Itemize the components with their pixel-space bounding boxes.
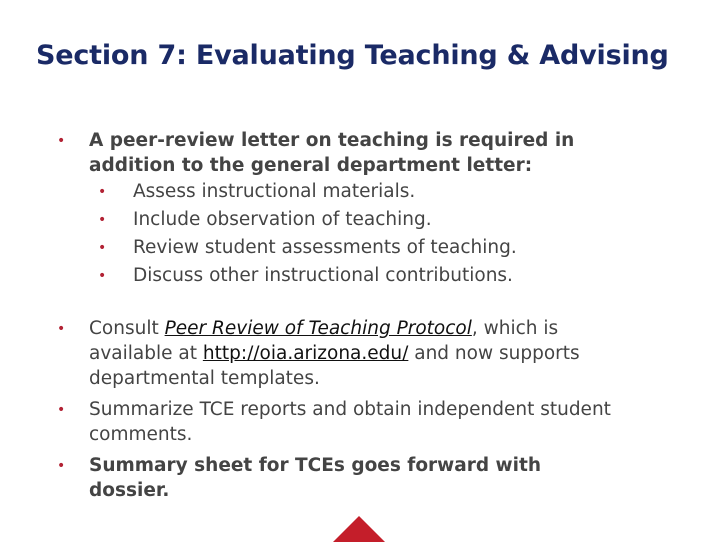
page-title: Section 7: Evaluating Teaching & Advising bbox=[36, 40, 669, 71]
bullet-line: comments. bbox=[89, 424, 193, 445]
bullet-line: Summarize TCE reports and obtain independent student bbox=[89, 399, 611, 420]
bullet-marker: • bbox=[57, 321, 66, 337]
sub-item-text: Include observation of teaching. bbox=[133, 209, 432, 230]
sub-item-text: Assess instructional materials. bbox=[133, 181, 416, 202]
sub-item-text: Discuss other instructional contributions. bbox=[133, 265, 513, 286]
bullet-marker: • bbox=[98, 240, 107, 256]
bullet-line: departmental templates. bbox=[89, 368, 320, 389]
bullet-marker: • bbox=[98, 212, 107, 228]
bullet-line: addition to the general department letter: bbox=[89, 155, 533, 176]
bullet-marker: • bbox=[57, 458, 66, 474]
bullet-line: Summary sheet for TCEs goes forward with bbox=[89, 455, 541, 476]
bullet-line: dossier. bbox=[89, 480, 170, 501]
bullet-text: , which is bbox=[471, 318, 559, 339]
peer-review-protocol-link[interactable]: Peer Review of Teaching Protocol bbox=[164, 318, 472, 339]
bullet-text: and now supports bbox=[408, 343, 580, 364]
bullet-line: A peer-review letter on teaching is required in bbox=[89, 130, 575, 151]
bullet-marker: • bbox=[98, 268, 107, 284]
bullet-marker: • bbox=[57, 402, 66, 418]
bullet-text: available at bbox=[89, 343, 203, 364]
oia-website-link[interactable]: http://oia.arizona.edu/ bbox=[202, 343, 409, 364]
bullet-marker: • bbox=[98, 184, 107, 200]
bullet-marker: • bbox=[57, 133, 66, 149]
triangle-decoration-icon bbox=[333, 516, 385, 542]
bullet-text: Consult bbox=[89, 318, 165, 339]
sub-item-text: Review student assessments of teaching. bbox=[133, 237, 517, 258]
